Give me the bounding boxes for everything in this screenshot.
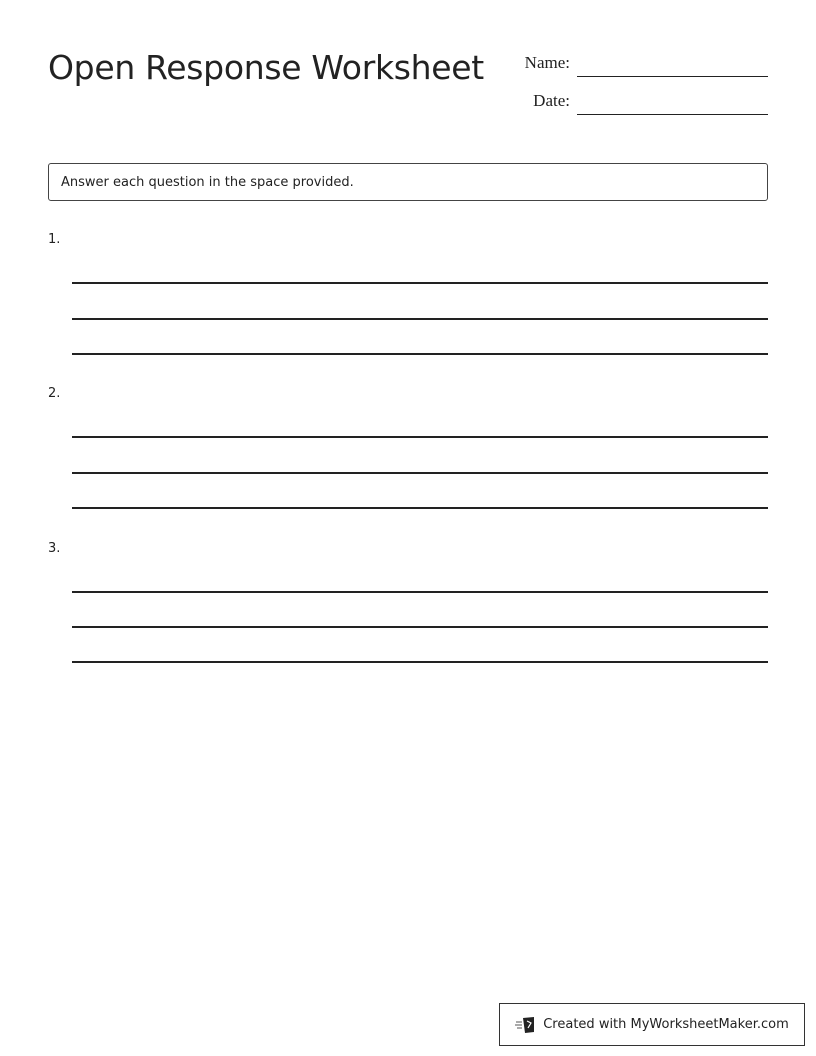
answer-line[interactable] [72,353,768,355]
answer-line[interactable] [72,591,768,593]
answer-line[interactable] [72,626,768,628]
footer-text: Created with MyWorksheetMaker.com [543,1017,789,1032]
name-field[interactable] [577,76,768,77]
question-number: 3. [48,541,61,556]
page-title: Open Response Worksheet [48,48,484,87]
instructions-box: Answer each question in the space provided. [48,163,768,201]
answer-line[interactable] [72,318,768,320]
date-field[interactable] [577,114,768,115]
footer-credit[interactable] [499,1003,805,1046]
question-number: 2. [48,386,61,401]
answer-line[interactable] [72,507,768,509]
worksheet-logo-icon [515,1016,537,1034]
answer-line[interactable] [72,282,768,284]
answer-line[interactable] [72,661,768,663]
answer-line[interactable] [72,472,768,474]
name-label: Name: [524,53,570,72]
date-label: Date: [533,91,570,110]
answer-line[interactable] [72,436,768,438]
question-number: 1. [48,232,61,247]
